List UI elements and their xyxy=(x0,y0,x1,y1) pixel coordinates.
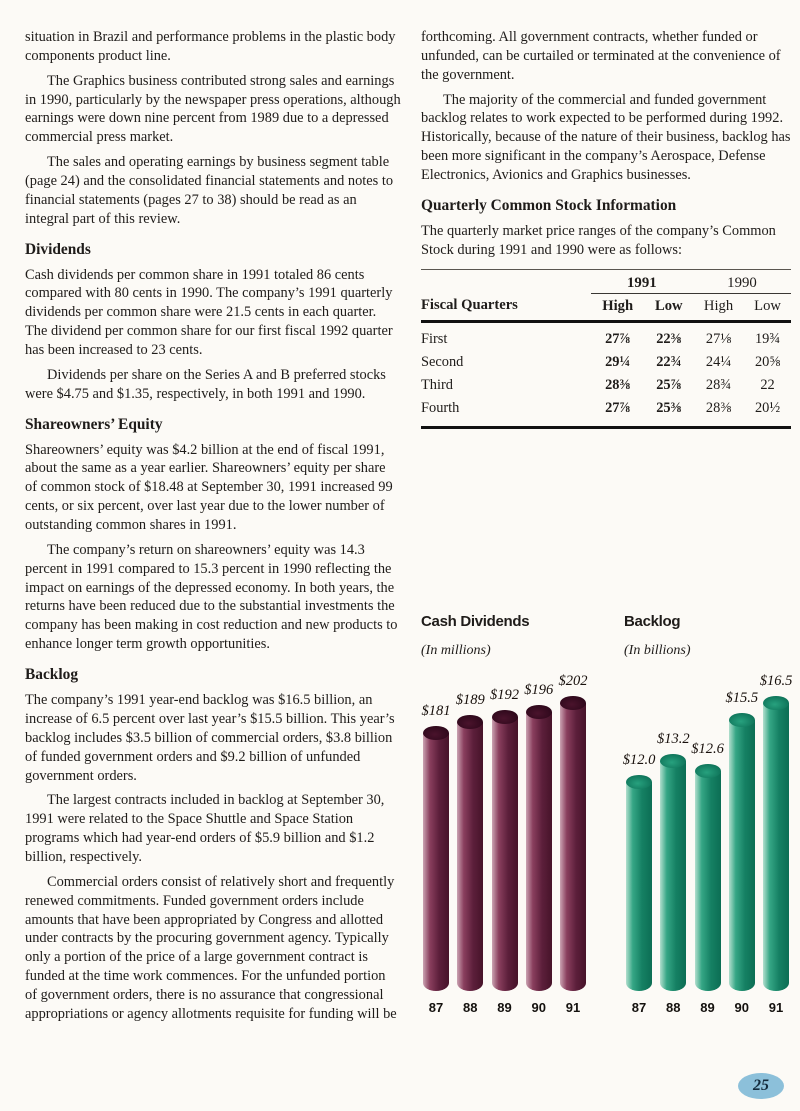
right-column-text xyxy=(421,28,791,260)
chart-subtitle: (In billions) xyxy=(624,643,691,658)
page-number: 25 xyxy=(753,1077,769,1094)
paragraph: Commercial orders consist of relatively short and frequently renewed commitments. Funded government orders include amounts that have been appropriated by Congress and allotted under contracts by the procuring government agency. Typically only a portion of the price of a large government contract is funded at the time work commences. For the unfunded portion of government orders, there is no assurance that congressional appropriations or agency allotments requisite for funding will be xyxy=(25,873,397,1022)
bar-87 xyxy=(421,703,451,991)
price-cell: 27⅞ xyxy=(605,330,631,347)
low-1991-header: Low xyxy=(645,293,693,321)
paragraph: The largest contracts included in backlog at September 30, 1991 were related to the Space Shuttle and Space Station programs which had year-end orders of $5.9 billion and $1.2 billion, respectively. xyxy=(25,792,385,865)
bar-88 xyxy=(658,731,688,991)
price-cell: 28⅜ xyxy=(605,376,631,393)
year-label: 88 xyxy=(666,1000,681,1015)
backlog-chart xyxy=(624,613,791,1015)
high-1990-header: High xyxy=(693,293,744,321)
bar-top-ellipse xyxy=(660,754,686,768)
low-1990-header: Low xyxy=(744,293,791,321)
table-row xyxy=(421,397,791,428)
price-cell: 25⅜ xyxy=(656,399,682,416)
bar-cylinder xyxy=(560,703,586,991)
paragraph: The Graphics business contributed strong sales and earnings in 1990, particularly by the newspaper press operations, although earnings were down nine percent from 1989 due to a depressed commercial press market. xyxy=(25,72,401,146)
year-label: 89 xyxy=(700,1000,715,1015)
year-label: 88 xyxy=(463,1000,478,1015)
year-header-row xyxy=(421,269,791,293)
bar-value-label: $192 xyxy=(490,687,519,703)
paragraph: Shareowners’ equity was $4.2 billion at the end of fiscal 1991, about the same as a year earlier. Shareowners’ equity per share of common stock of $18.48 at September 30, 1991 increased 99 cents, or six percent, over last year due to the lower number of outstanding common shares in 1991. xyxy=(25,441,393,534)
bar-value-label: $16.5 xyxy=(759,673,793,689)
bar-top-ellipse xyxy=(763,696,789,710)
price-cell: 28⅜ xyxy=(705,399,732,416)
bar-91 xyxy=(558,673,588,991)
price-cell: 28¾ xyxy=(705,376,732,393)
quarter-cell: Fourth xyxy=(421,399,460,416)
bar-value-label: $202 xyxy=(558,673,588,689)
bar-cylinder xyxy=(526,712,552,991)
charts-block xyxy=(421,613,791,1015)
paragraph: The quarterly market price ranges of the company’s Common Stock during 1991 and 1990 were as follows: xyxy=(421,222,776,258)
bar-top-ellipse xyxy=(626,775,652,789)
quarter-cell: Second xyxy=(421,353,464,370)
price-cell: 27⅛ xyxy=(705,330,732,347)
table-row xyxy=(421,321,791,351)
chart-subtitle: (In millions) xyxy=(421,643,491,658)
bar-top-ellipse xyxy=(729,713,755,727)
bar-cylinder xyxy=(695,771,721,991)
price-cell: 22 xyxy=(760,376,775,393)
year-header-1991: 1991 xyxy=(591,269,693,293)
bar-top-ellipse xyxy=(695,764,721,778)
paragraph: The majority of the commercial and funded government backlog relates to work expected to be performed during 1992. Historically, because of the nature of their business, backlog has been more significant in the company’s Aerospace, Defense Electronics, Avionics and Graphics businesses. xyxy=(421,91,791,184)
year-label: 87 xyxy=(631,1000,647,1015)
table-corner xyxy=(421,269,591,293)
chart-x-axis xyxy=(421,1000,588,1015)
chart-title: Cash Dividends xyxy=(421,613,530,630)
year-label: 87 xyxy=(428,1000,444,1015)
page-number-badge xyxy=(738,1073,784,1099)
year-label: 91 xyxy=(768,1000,784,1015)
price-cell: 24¼ xyxy=(705,353,732,370)
bar-value-label: $13.2 xyxy=(656,731,690,747)
paragraph: situation in Brazil and performance problems in the plastic body components product line. xyxy=(25,29,396,64)
bar-value-label: $181 xyxy=(421,703,451,719)
bar-cylinder xyxy=(423,733,449,991)
bar-top-ellipse xyxy=(526,705,552,719)
year-label: 90 xyxy=(531,1000,546,1015)
high-1991-header: High xyxy=(591,293,645,321)
bar-cylinder xyxy=(729,720,755,991)
year-label: 90 xyxy=(734,1000,749,1015)
section-heading: Dividends xyxy=(25,240,91,258)
cash-dividends-chart xyxy=(421,613,588,1015)
price-cell: 27⅞ xyxy=(605,399,631,416)
bar-value-label: $12.0 xyxy=(622,752,656,768)
bar-87 xyxy=(624,752,654,991)
left-column xyxy=(25,28,401,1030)
paragraph: Cash dividends per common share in 1991 totaled 86 cents compared with 80 cents in 1990. The company’s 1991 quarterly dividends per common share were 21.5 cents in each quarter. The dividend per common share for our first fiscal 1992 quarter has been increased to 23 cents. xyxy=(25,266,393,359)
bar-value-label: $189 xyxy=(455,692,485,708)
bar-top-ellipse xyxy=(457,715,483,729)
bar-cylinder xyxy=(763,703,789,991)
price-cell: 22¾ xyxy=(656,353,682,370)
bar-value-label: $15.5 xyxy=(725,690,759,706)
column-header-row xyxy=(421,293,791,321)
price-cell: 25⅞ xyxy=(656,376,682,393)
bar-cylinder xyxy=(457,722,483,991)
bar-cylinder xyxy=(492,717,518,991)
price-cell: 19¾ xyxy=(754,330,781,347)
bar-top-ellipse xyxy=(492,710,518,724)
right-column xyxy=(421,28,791,1098)
bar-value-label: $12.6 xyxy=(691,741,724,757)
chart-x-axis xyxy=(624,1000,791,1015)
bar-top-ellipse xyxy=(560,696,586,710)
bar-89 xyxy=(693,741,723,991)
year-header-1990: 1990 xyxy=(693,269,791,293)
bar-value-label: $196 xyxy=(524,682,554,698)
paragraph: Dividends per share on the Series A and B preferred stocks were $4.75 and $1.35, respectively, in both 1991 and 1990. xyxy=(25,366,386,402)
paragraph: The company’s 1991 year-end backlog was $16.5 billion, an increase of 6.5 percent over last year’s $15.5 billion. This year’s backlog includes $3.5 billion of commercial orders, $3.8 billion of funded government orders and $9.2 billion of unfunded government orders. xyxy=(25,692,395,784)
price-cell: 20½ xyxy=(754,399,781,416)
price-cell: 29¼ xyxy=(605,353,631,370)
paragraph: forthcoming. All government contracts, whether funded or unfunded, can be curtailed or terminated at the convenience of the government. xyxy=(421,29,781,83)
bar-top-ellipse xyxy=(423,726,449,740)
chart-plot xyxy=(421,659,588,991)
bar-90 xyxy=(727,690,757,991)
year-label: 91 xyxy=(565,1000,581,1015)
paragraph: The sales and operating earnings by business segment table (page 24) and the consolidated financial statements and notes to financial statements (pages 27 to 38) should be read as an integral part of this review. xyxy=(25,154,394,227)
paragraph: The company’s return on shareowners’ equity was 14.3 percent in 1991 compared to 15.3 percent in 1990 reflecting the impact on earnings of the depressed economy. In both years, the returns have been reduced due to the substantial investments the company has been making in cost reduction and new products to enhance longer term growth opportunities. xyxy=(25,541,398,653)
bar-cylinder xyxy=(660,761,686,991)
fiscal-quarters-header: Fiscal Quarters xyxy=(421,293,591,321)
price-cell: 20⅝ xyxy=(754,353,781,370)
section-heading: Shareowners’ Equity xyxy=(25,415,163,433)
section-heading: Backlog xyxy=(25,666,79,684)
quarter-cell: First xyxy=(421,330,448,347)
table-row xyxy=(421,374,791,397)
chart-plot xyxy=(624,659,791,991)
bar-89 xyxy=(490,687,520,991)
quarterly-stock-table xyxy=(421,269,791,429)
price-cell: 22⅜ xyxy=(656,330,682,347)
bar-88 xyxy=(455,692,485,991)
quarter-cell: Third xyxy=(421,376,453,393)
section-heading: Quarterly Common Stock Information xyxy=(421,196,677,214)
table-row xyxy=(421,351,791,374)
year-label: 89 xyxy=(497,1000,512,1015)
bar-cylinder xyxy=(626,782,652,991)
chart-title: Backlog xyxy=(624,613,681,630)
bar-90 xyxy=(524,682,554,991)
bar-91 xyxy=(761,673,791,991)
